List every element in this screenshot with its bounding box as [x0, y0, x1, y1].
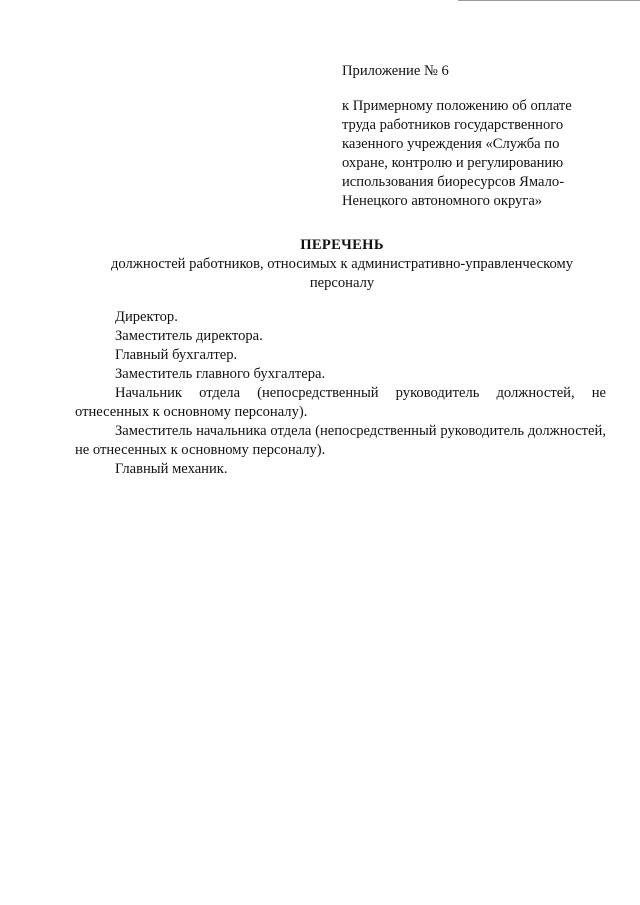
appendix-number: Приложение № 6 — [342, 63, 449, 79]
position-item: Начальник отдела (непосредственный руководитель должностей, не отнесенных к основному персоналу). — [75, 385, 606, 420]
scan-top-edge-line — [458, 0, 640, 1]
position-item: Главный механик. — [115, 461, 228, 477]
position-item: Директор. — [115, 309, 178, 325]
position-item: Заместитель главного бухгалтера. — [115, 366, 326, 382]
list-heading: ПЕРЕЧЕНЬ — [300, 237, 384, 253]
appendix-block — [342, 62, 612, 211]
positions-list — [75, 308, 606, 479]
position-item: Заместитель начальника отдела (непосредственный руководитель должностей, не отнесенных к основному персоналу). — [75, 423, 606, 458]
list-subheading: должностей работников, относимых к административно-управленческому персоналу — [110, 256, 573, 291]
position-item: Заместитель директора. — [115, 328, 263, 344]
list-title-block — [96, 236, 588, 293]
position-item: Главный бухгалтер. — [115, 347, 238, 363]
appendix-reference: к Примерному положению об оплате труда работников государственного казенного учреждения «Служба по охране, контролю и регулированию использования биоресурсов Ямало- Ненецкого автономного округа» — [342, 98, 572, 209]
